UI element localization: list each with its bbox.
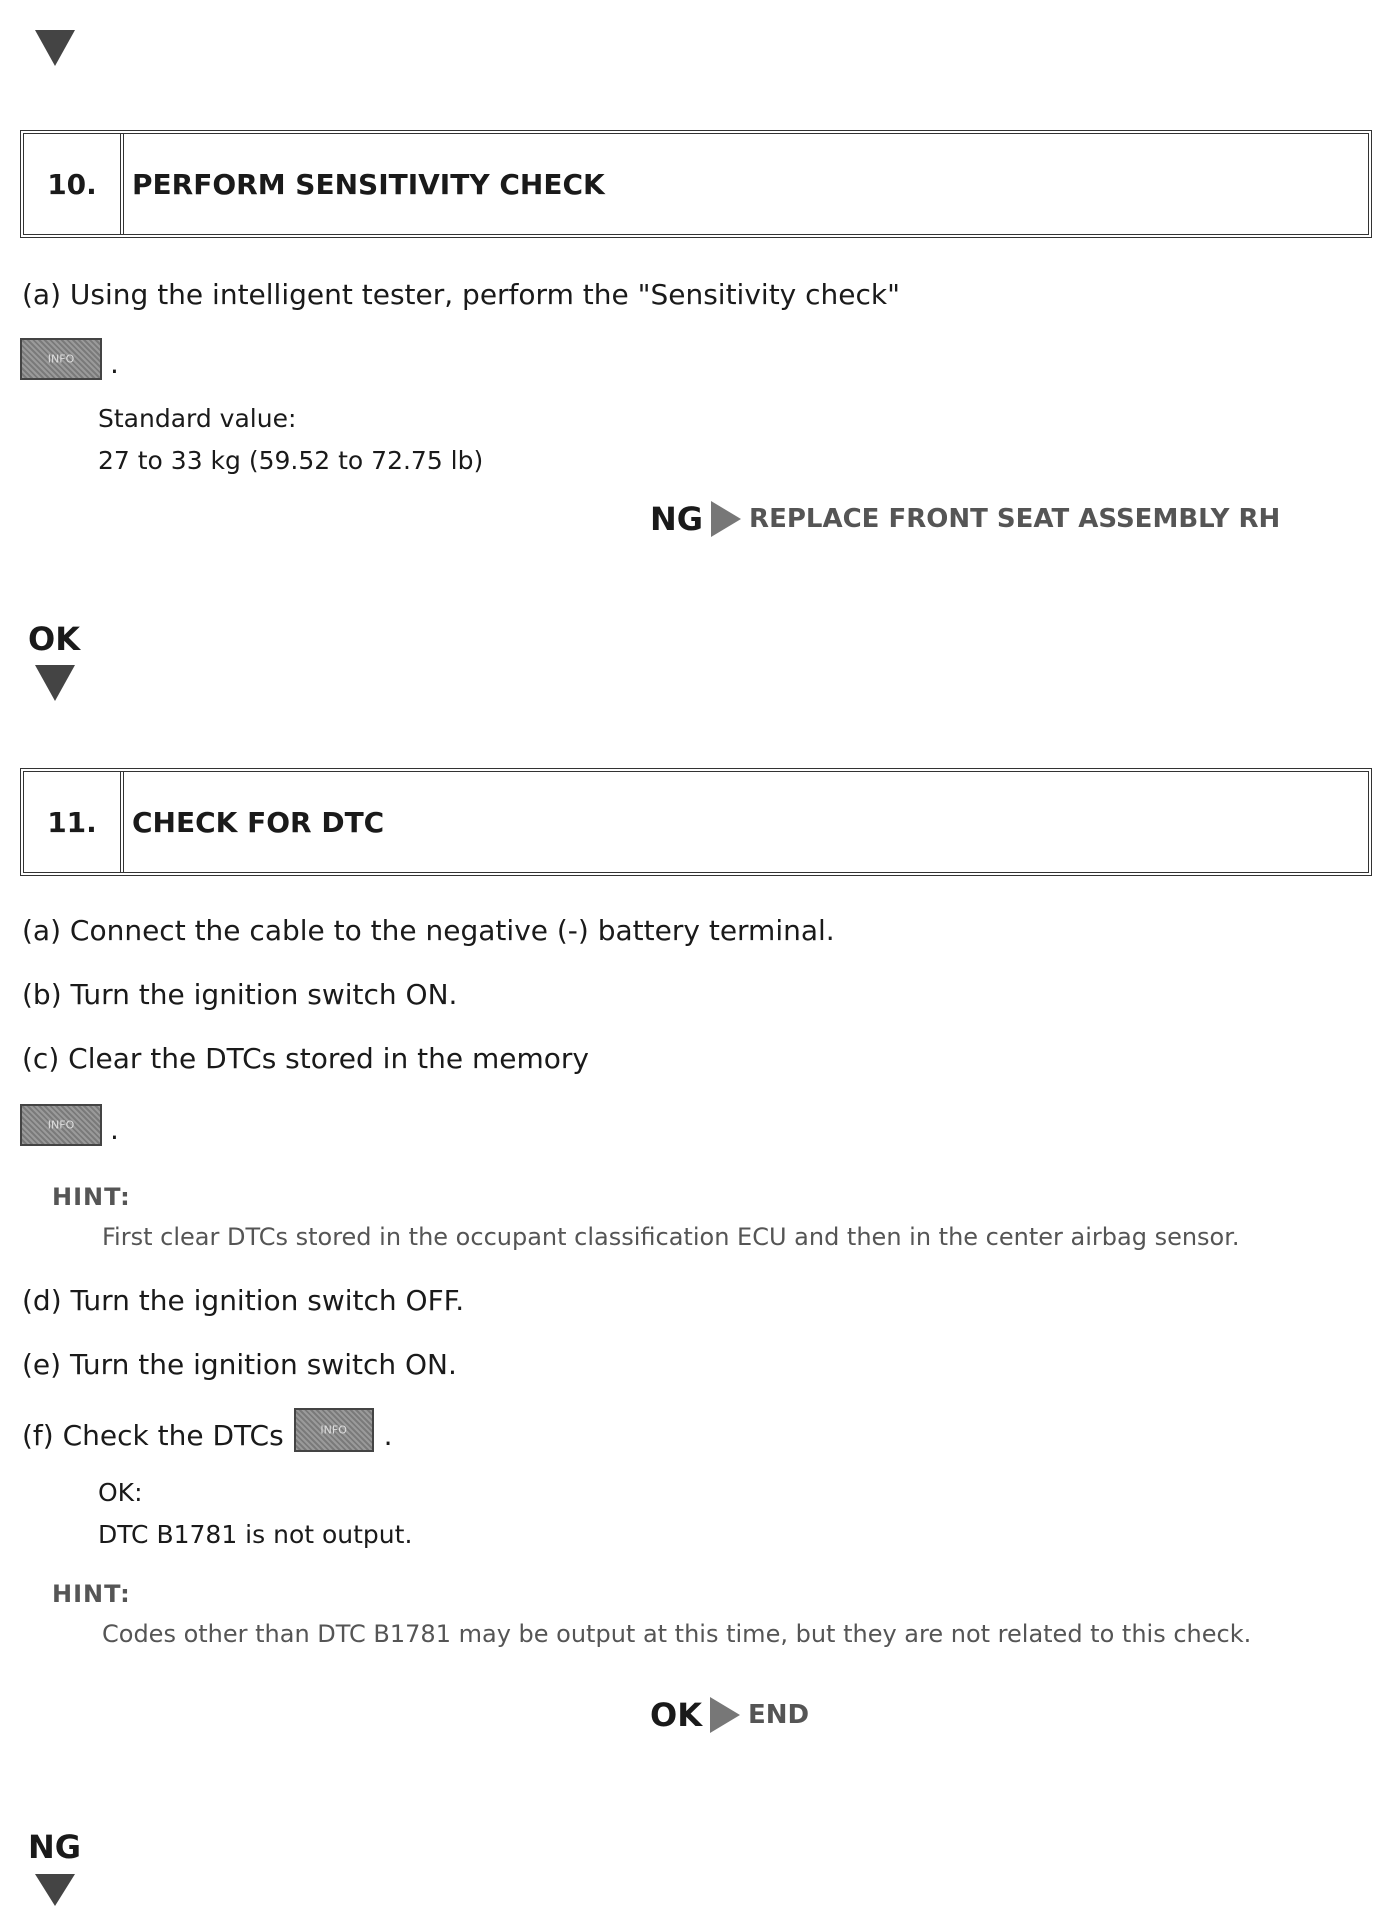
period: . bbox=[383, 1419, 393, 1452]
period: . bbox=[110, 347, 119, 380]
step-11-number: 11. bbox=[24, 772, 124, 872]
right-arrow-icon bbox=[710, 1697, 740, 1733]
step-11-b: (b) Turn the ignition switch ON. bbox=[22, 978, 458, 1011]
ng-action: REPLACE FRONT SEAT ASSEMBLY RH bbox=[749, 504, 1281, 534]
step-11-clear-row bbox=[20, 1104, 119, 1146]
flow-down-arrow-icon bbox=[35, 30, 75, 66]
standard-value: 27 to 33 kg (59.52 to 72.75 lb) bbox=[98, 446, 484, 475]
intelligent-tester-button-icon[interactable]: INFO bbox=[20, 338, 102, 380]
step-11-f-row bbox=[22, 1408, 393, 1452]
hint-1-label: HINT: bbox=[52, 1183, 131, 1211]
ok-code: OK bbox=[650, 1696, 702, 1734]
step-10-tester-row bbox=[20, 338, 119, 380]
ng-code: NG bbox=[650, 500, 704, 538]
flow-down-arrow-icon bbox=[35, 1874, 75, 1906]
ok-criteria-label: OK: bbox=[98, 1478, 143, 1507]
right-arrow-icon bbox=[711, 501, 741, 537]
check-dtc-button-icon[interactable]: INFO bbox=[294, 1408, 374, 1452]
step-11-e: (e) Turn the ignition switch ON. bbox=[22, 1348, 457, 1381]
clear-dtc-button-icon[interactable]: INFO bbox=[20, 1104, 102, 1146]
step-11-c: (c) Clear the DTCs stored in the memory bbox=[22, 1042, 589, 1075]
step-10-number: 10. bbox=[24, 134, 124, 234]
step-10-header bbox=[20, 130, 1372, 238]
step-10-ok-label: OK bbox=[28, 620, 80, 658]
step-11-title: CHECK FOR DTC bbox=[132, 805, 385, 839]
step-10-ng-result bbox=[650, 500, 1280, 538]
hint-2-text: Codes other than DTC B1781 may be output at this time, but they are not related to this check. bbox=[102, 1620, 1252, 1648]
hint-1-text: First clear DTCs stored in the occupant classification ECU and then in the center airbag sensor. bbox=[102, 1223, 1240, 1251]
ok-criteria-value: DTC B1781 is not output. bbox=[98, 1520, 413, 1549]
ok-action: END bbox=[748, 1700, 810, 1730]
flow-down-arrow-icon bbox=[35, 665, 75, 701]
step-11-ok-result bbox=[650, 1696, 809, 1734]
step-11-header bbox=[20, 768, 1372, 876]
step-10-title: PERFORM SENSITIVITY CHECK bbox=[132, 167, 605, 201]
step-11-a: (a) Connect the cable to the negative (-) battery terminal. bbox=[22, 914, 835, 947]
step-11-d: (d) Turn the ignition switch OFF. bbox=[22, 1284, 465, 1317]
period: . bbox=[110, 1113, 119, 1146]
step-11-f: (f) Check the DTCs bbox=[22, 1419, 284, 1452]
step-11-ng-label: NG bbox=[28, 1828, 82, 1866]
step-10-a: (a) Using the intelligent tester, perform the "Sensitivity check" bbox=[22, 278, 900, 311]
hint-2-label: HINT: bbox=[52, 1580, 131, 1608]
standard-value-label: Standard value: bbox=[98, 404, 297, 433]
